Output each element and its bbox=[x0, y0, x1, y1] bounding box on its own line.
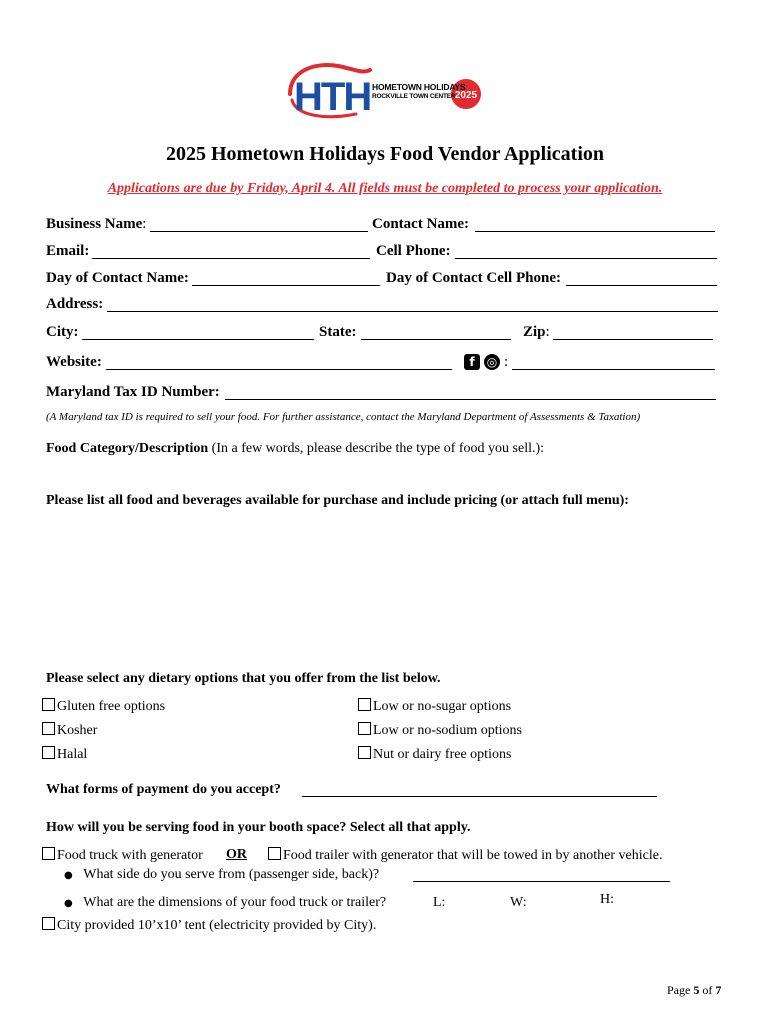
of-word: of bbox=[702, 983, 713, 997]
menu-prompt: Please list all food and beverages available for purchase and include pricing (or attach full menu): bbox=[46, 493, 629, 508]
page-word: Page bbox=[667, 983, 691, 997]
zip-colon: : bbox=[545, 324, 550, 340]
payment-field[interactable] bbox=[302, 781, 657, 797]
serving-option-trailer[interactable] bbox=[268, 847, 662, 864]
due-date-notice: Applications are due by Friday, April 4. All fields must be completed to process your application. bbox=[107, 181, 663, 196]
food-category-hint: (In a few words, please describe the type of food you sell.): bbox=[211, 441, 545, 456]
zip-field[interactable] bbox=[553, 324, 713, 340]
business-name-row bbox=[46, 216, 146, 233]
dietary-option-label: Low or no-sodium options bbox=[373, 723, 522, 738]
page-title: 2025 Hometown Holidays Food Vendor Application bbox=[165, 143, 605, 165]
serve-side-question bbox=[64, 867, 379, 883]
day-contact-cell-label: Day of Contact Cell Phone: bbox=[386, 270, 561, 286]
serve-side-question-text: What side do you serve from (passenger side, back)? bbox=[83, 867, 380, 882]
dietary-option-label: Kosher bbox=[57, 723, 98, 738]
dietary-option-label: Gluten free options bbox=[57, 699, 166, 714]
serving-option-label: City provided 10’x10’ tent (electricity provided by City). bbox=[57, 918, 377, 933]
address-label: Address: bbox=[46, 296, 104, 312]
checkbox[interactable] bbox=[42, 722, 55, 735]
checkbox[interactable] bbox=[358, 722, 371, 735]
social-handle-field[interactable] bbox=[512, 354, 715, 370]
checkbox[interactable] bbox=[42, 698, 55, 711]
state-field[interactable] bbox=[361, 324, 511, 340]
page-total: 7 bbox=[715, 983, 722, 997]
website-label: Website: bbox=[46, 354, 102, 370]
checkbox[interactable] bbox=[42, 847, 55, 860]
serving-or-separator: OR bbox=[226, 847, 247, 862]
hth-logo-mark bbox=[286, 60, 486, 124]
checkbox[interactable] bbox=[268, 847, 281, 860]
menu-answer-area[interactable] bbox=[46, 515, 718, 665]
city-field[interactable] bbox=[82, 324, 314, 340]
facebook-icon: f bbox=[464, 354, 480, 370]
serving-option-label: Food truck with generator bbox=[57, 848, 203, 863]
food-category-row bbox=[46, 441, 544, 457]
business-name-label: Business Name bbox=[46, 216, 143, 232]
dimension-height-label: H: bbox=[600, 892, 614, 907]
checkbox[interactable] bbox=[358, 698, 371, 711]
dietary-option-label: Low or no-sugar options bbox=[373, 699, 512, 714]
cell-phone-field[interactable] bbox=[455, 243, 717, 259]
city-label: City: bbox=[46, 324, 79, 340]
dietary-prompt: Please select any dietary options that you offer from the list below. bbox=[46, 671, 441, 686]
dietary-option-kosher[interactable] bbox=[42, 722, 97, 739]
logo-name-line2: ROCKVILLE TOWN CENTER bbox=[372, 93, 456, 100]
tax-id-note: (A Maryland tax ID is required to sell your food. For further assistance, contact the Maryland Department of Assessments & Taxation) bbox=[46, 411, 641, 423]
checkbox[interactable] bbox=[42, 746, 55, 759]
serving-option-truck[interactable] bbox=[42, 847, 203, 864]
social-icons bbox=[464, 353, 500, 371]
cell-phone-label: Cell Phone: bbox=[376, 243, 451, 259]
day-contact-name-label: Day of Contact Name: bbox=[46, 270, 189, 286]
logo-year-badge: 2025 bbox=[454, 90, 478, 101]
email-label: Email: bbox=[46, 243, 90, 259]
serving-option-label: Food trailer with generator that will be towed in by another vehicle. bbox=[283, 848, 663, 863]
business-name-field[interactable] bbox=[150, 216, 368, 232]
dimension-length-label: L: bbox=[433, 895, 446, 910]
dimension-width-label: W: bbox=[510, 895, 527, 910]
dietary-option-label: Halal bbox=[57, 747, 88, 762]
serving-prompt: How will you be serving food in your booth space? Select all that apply. bbox=[46, 820, 471, 835]
dimensions-question bbox=[64, 895, 386, 911]
page-current: 5 bbox=[693, 983, 700, 997]
dietary-option-gluten-free[interactable] bbox=[42, 698, 165, 715]
serving-option-tent[interactable] bbox=[42, 917, 376, 934]
day-contact-name-field[interactable] bbox=[192, 270, 380, 286]
bullet-icon: ● bbox=[64, 870, 73, 881]
email-field[interactable] bbox=[92, 243, 370, 259]
logo-name-line1: HOMETOWN HOLIDAYS bbox=[372, 82, 466, 92]
checkbox[interactable] bbox=[358, 746, 371, 759]
page-number bbox=[667, 983, 721, 998]
day-contact-cell-field[interactable] bbox=[566, 270, 717, 286]
dietary-option-low-sugar[interactable] bbox=[358, 698, 511, 715]
address-field[interactable] bbox=[107, 296, 718, 312]
dietary-option-halal[interactable] bbox=[42, 746, 87, 763]
contact-name-field[interactable] bbox=[475, 216, 715, 232]
dietary-option-label: Nut or dairy free options bbox=[373, 747, 512, 762]
zip-row bbox=[523, 324, 550, 341]
food-category-label: Food Category/Description bbox=[46, 441, 209, 456]
state-label: State: bbox=[319, 324, 357, 340]
instagram-icon: ◎ bbox=[484, 354, 500, 370]
social-colon: : bbox=[504, 354, 509, 370]
tax-id-label: Maryland Tax ID Number: bbox=[46, 384, 220, 400]
checkbox[interactable] bbox=[42, 917, 55, 930]
tax-id-field[interactable] bbox=[225, 384, 716, 400]
payment-prompt: What forms of payment do you accept? bbox=[46, 782, 281, 797]
dimensions-question-text: What are the dimensions of your food truck or trailer? bbox=[83, 895, 387, 910]
contact-name-label: Contact Name: bbox=[372, 216, 470, 232]
zip-label: Zip bbox=[523, 324, 546, 340]
bullet-icon: ● bbox=[64, 898, 73, 909]
business-name-colon: : bbox=[142, 216, 147, 232]
dietary-option-low-sodium[interactable] bbox=[358, 722, 522, 739]
hth-logo bbox=[286, 60, 486, 124]
dietary-option-nut-dairy-free[interactable] bbox=[358, 746, 511, 763]
serve-side-field[interactable] bbox=[413, 866, 670, 882]
website-field[interactable] bbox=[106, 354, 452, 370]
logo-letters: HTH bbox=[294, 75, 371, 119]
